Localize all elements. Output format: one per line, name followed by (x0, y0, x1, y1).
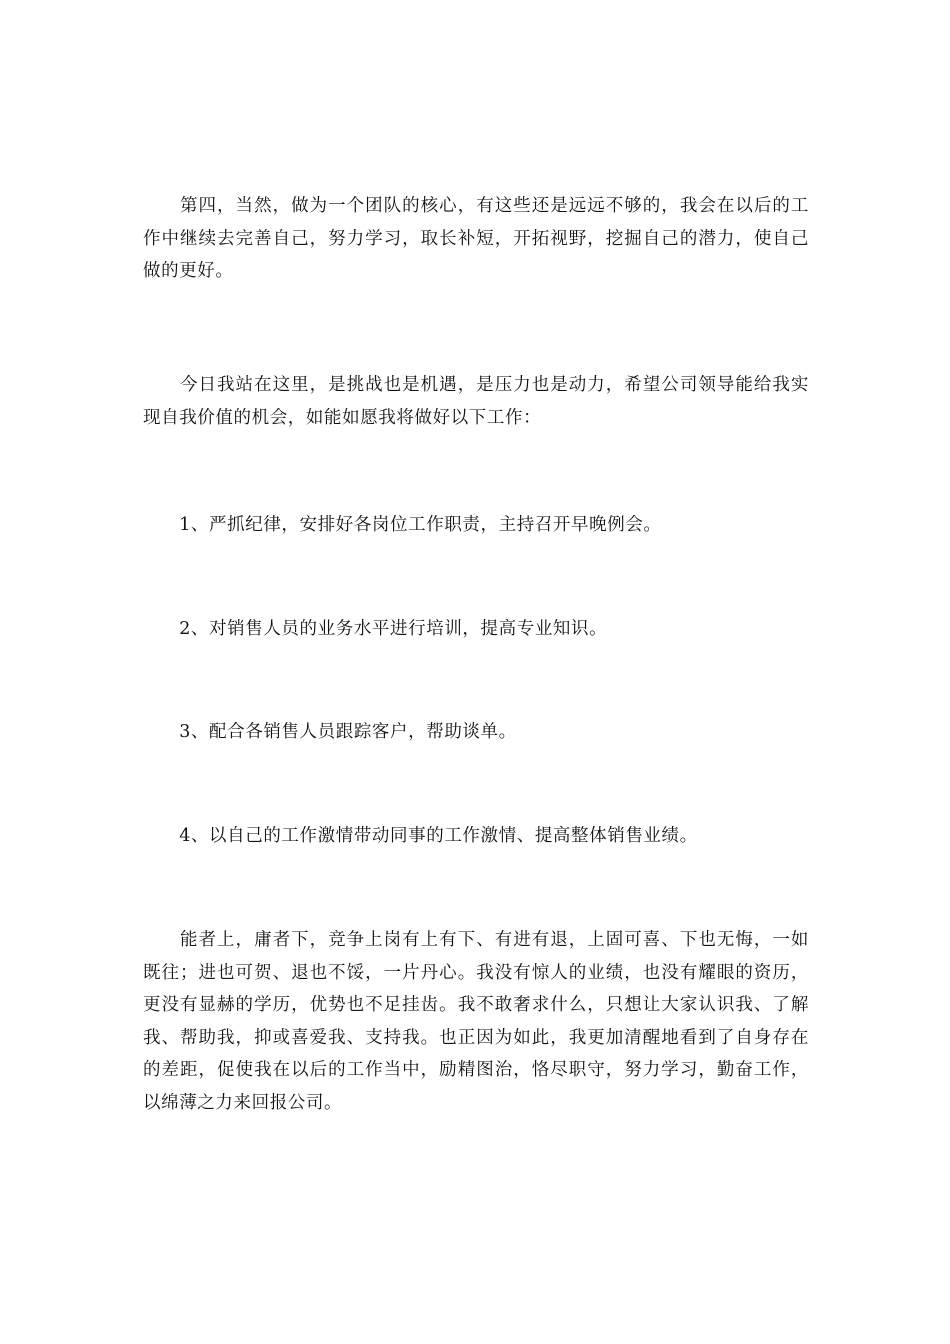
paragraph-closing: 能者上，庸者下，竞争上岗有上有下、有进有退，上固可喜、下也无悔，一如既往；进也可贺、退也不馁，一片丹心。我没有惊人的业绩，也没有耀眼的资历，更没有显赫的学历，优势也不足挂齿。我不敢奢求什么，只想让大家认识我、了解我、帮助我，抑或喜爱我、支持我。也正因为如此，我更加清醒地看到了自身存在的差距，促使我在以后的工作当中，励精图治，恪尽职守，努力学习，勤奋工作，以绵薄之力来回报公司。 (143, 930, 809, 1113)
list-item-training: 2、对销售人员的业务水平进行培训，提高专业知识。 (143, 619, 608, 639)
list-item-passion: 4、以自己的工作激情带动同事的工作激情、提高整体销售业绩。 (143, 826, 698, 846)
list-item-discipline: 1、严抓纪律，安排好各岗位工作职责，主持召开早晚例会。 (143, 515, 662, 535)
paragraph-team-core: 第四，当然，做为一个团队的核心，有这些还是远远不够的，我会在以后的工作中继续去完善自己，努力学习，取长补短，开拓视野，挖掘自己的潜力，使自己做的更好。 (143, 196, 809, 281)
paragraph-challenge-opportunity: 今日我站在这里，是挑战也是机遇，是压力也是动力，希望公司领导能给我实现自我价值的机会，如能如愿我将做好以下工作： (143, 375, 809, 428)
list-item-customer-tracking: 3、配合各销售人员跟踪客户，帮助谈单。 (143, 722, 517, 742)
